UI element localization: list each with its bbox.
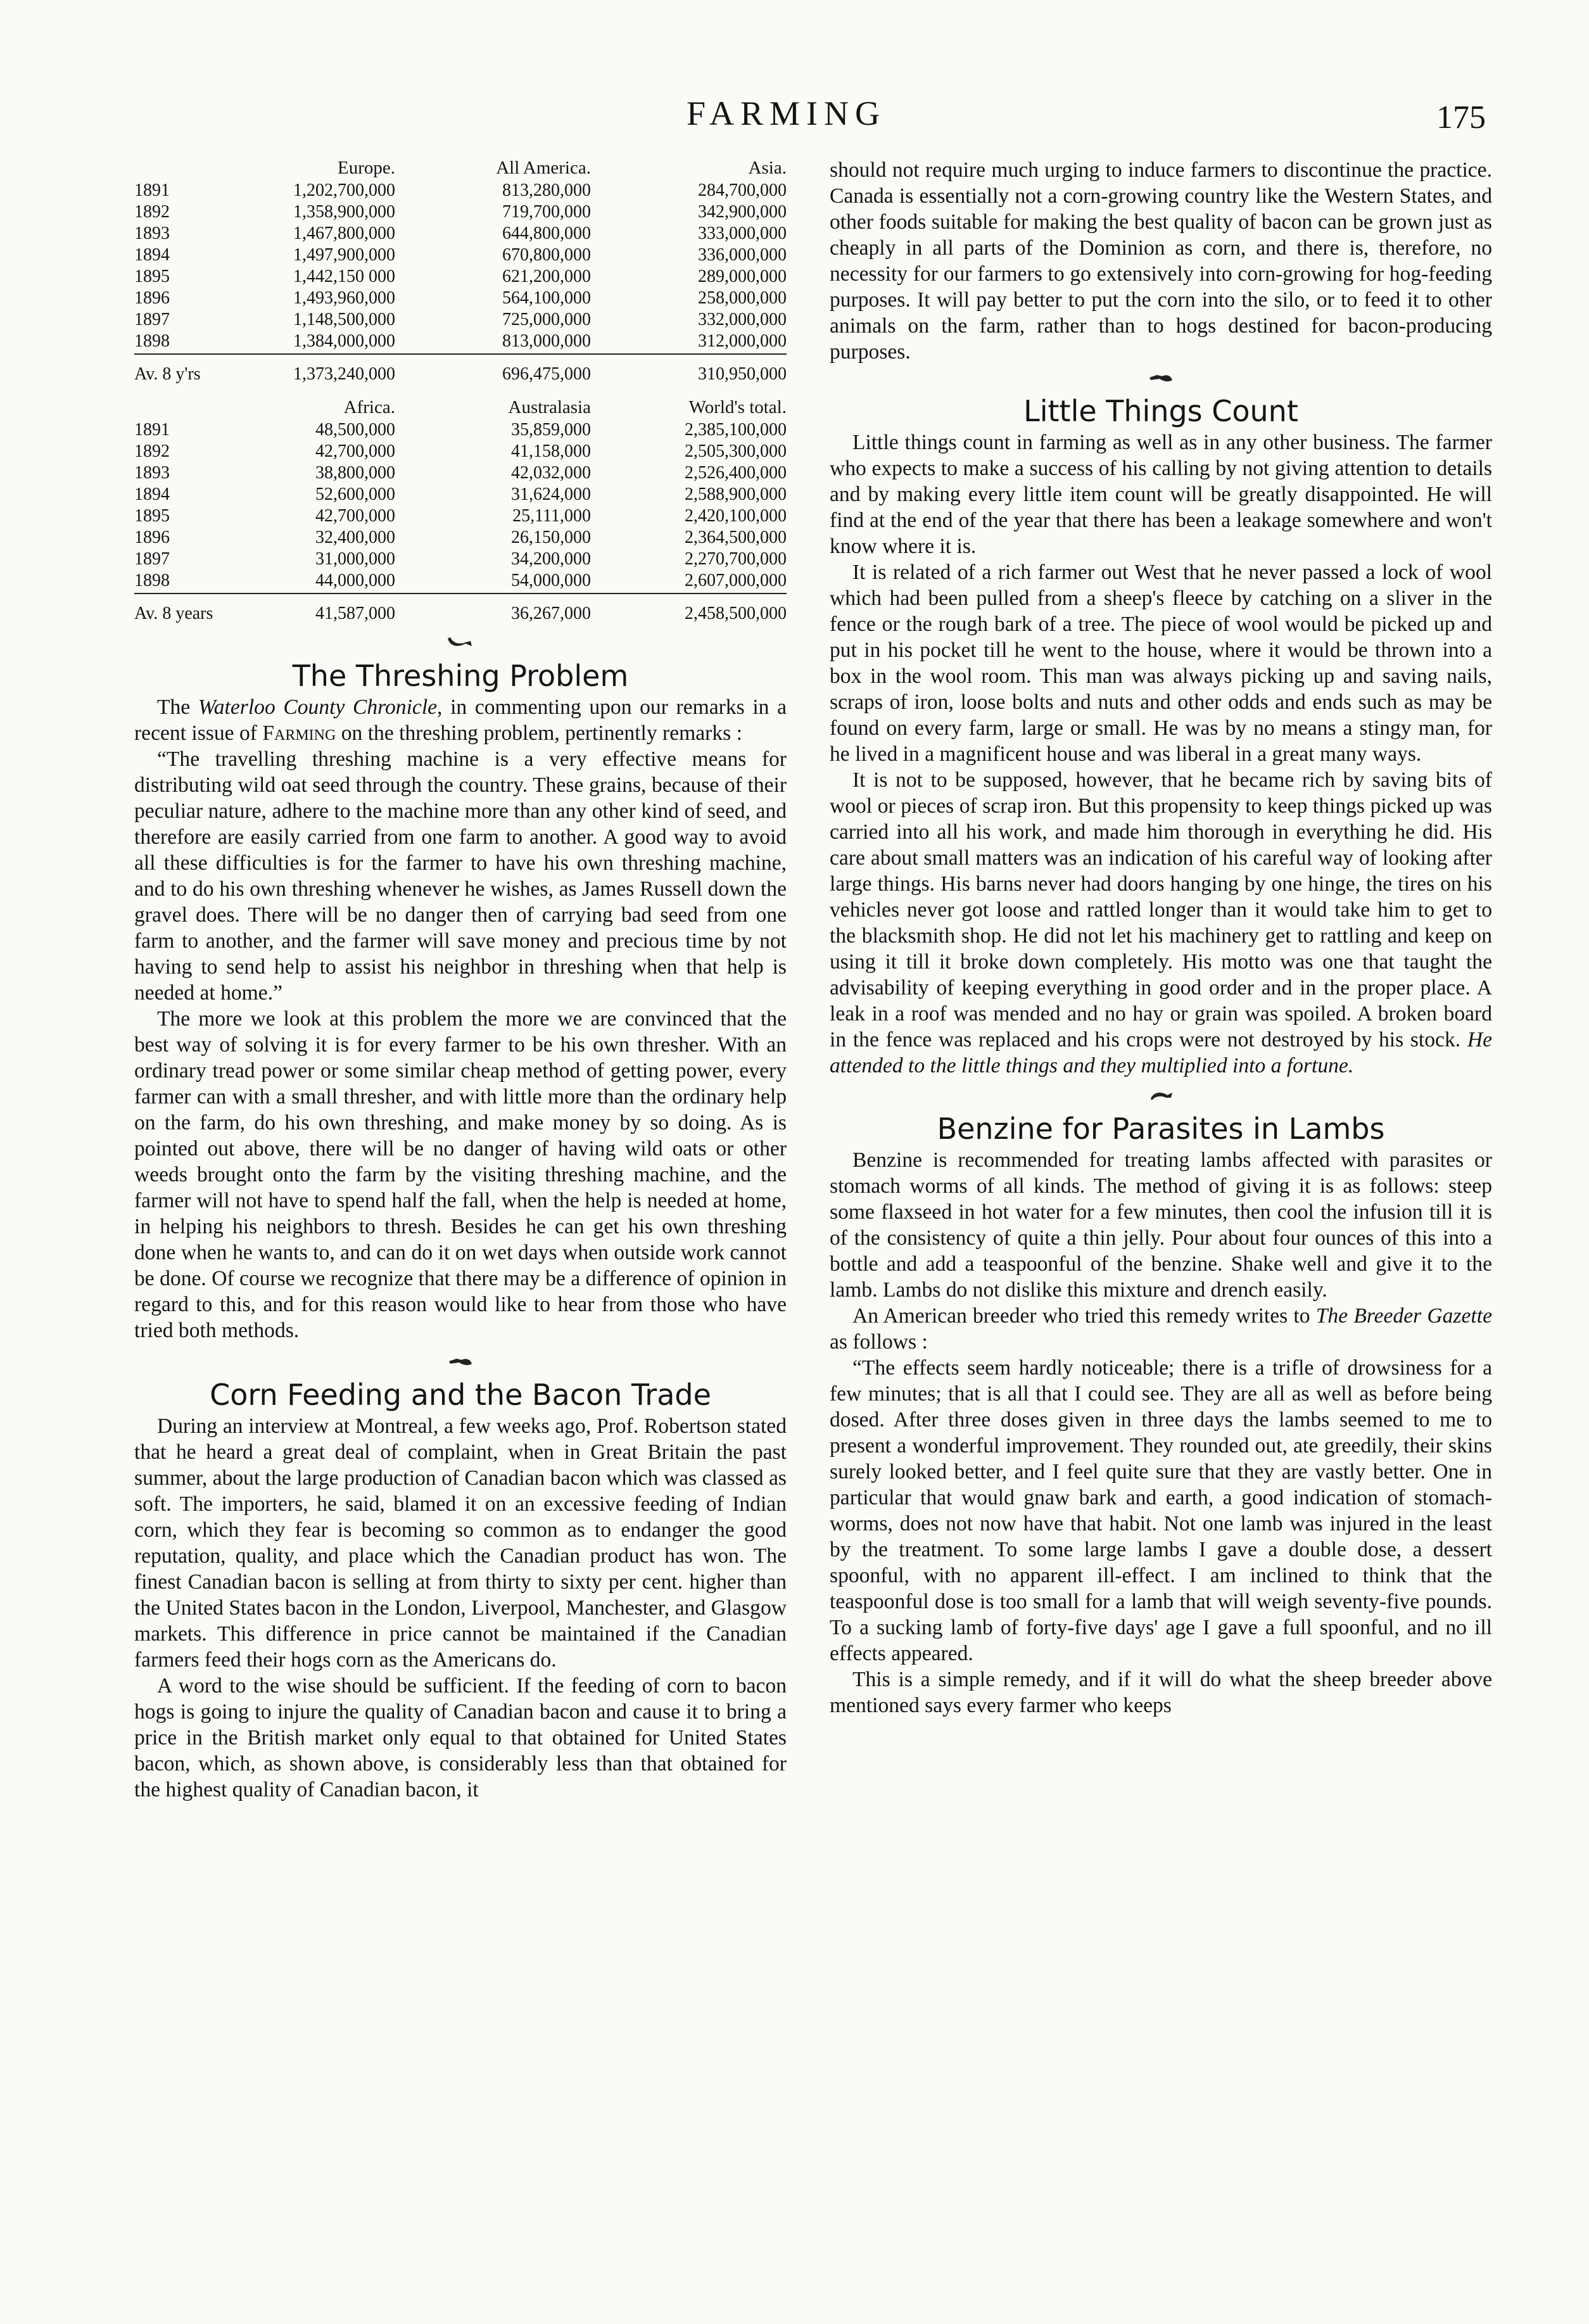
value-cell: 813,280,000 — [502, 181, 591, 200]
value-cell: 32,400,000 — [315, 528, 395, 547]
year-cell: 1897 — [134, 310, 170, 329]
table-row — [134, 570, 787, 592]
value-cell: 2,607,000,000 — [685, 571, 787, 590]
table-header-blank — [134, 157, 229, 180]
value-cell: 1,384,000,000 — [293, 331, 395, 351]
table-row — [134, 266, 787, 288]
value-cell: 1,442,150 000 — [293, 267, 395, 286]
value-cell: 621,200,000 — [502, 267, 591, 286]
column-header: World's total. — [688, 397, 787, 417]
table-row — [134, 419, 787, 441]
journal-title: FARMING — [687, 94, 887, 132]
value-cell: 41,158,000 — [510, 441, 591, 461]
ornament-icon — [446, 1355, 474, 1369]
table-header-row — [134, 157, 787, 180]
value-cell: 1,497,900,000 — [293, 245, 395, 265]
value-cell: 719,700,000 — [502, 202, 591, 222]
value-cell: 564,100,000 — [502, 288, 591, 308]
article-title-little-things: Little Things Count — [1023, 394, 1298, 428]
value-cell: 2,364,500,000 — [685, 528, 787, 547]
value-cell: 1,467,800,000 — [293, 224, 395, 243]
little-paragraph-1: Little things count in farming as well as in any other business. The farmer who expects to make a success of his calling by not giving attention to details and by making every little item count will be greatly disappointed. He will find at the end of the year that there has been a leakage somewhere and won't know where it is. — [830, 431, 1492, 558]
table-row — [134, 505, 787, 527]
average-row — [134, 594, 787, 631]
value-cell: 42,032,000 — [510, 463, 591, 483]
value-cell: 38,800,000 — [315, 463, 395, 483]
value-cell: 25,111,000 — [512, 506, 591, 526]
value-cell: 1,493,960,000 — [293, 288, 395, 308]
value-cell: 31,624,000 — [510, 485, 591, 504]
value-cell: 644,800,000 — [502, 224, 591, 243]
table-row — [134, 462, 787, 484]
value-cell: 42,700,000 — [315, 506, 395, 526]
ornament-icon — [446, 636, 474, 650]
value-cell: 1,202,700,000 — [293, 181, 395, 200]
year-cell: 1893 — [134, 224, 170, 243]
article-title-corn: Corn Feeding and the Bacon Trade — [210, 1378, 711, 1412]
table-header-row — [134, 391, 787, 419]
grain-statistics-table — [134, 157, 787, 631]
benzine-quote: “The effects seem hardly noticeable; there is a trifle of drowsiness for a few minutes; that is all that I could see. They are all as well as before being dosed. After three doses given in three days the lambs seemed to me to present a wonderful improvement. They rounded out, ate greedily, their skins surely looked better, and I feel quite sure that they are vastly better. One in particular that would gnaw bark and earth, a good indication of stomach-worms, does not now have that habit. Not one lamb was injured in the least by the treatment. To some large lambs I gave a double dose, a dessert spoonful, with no apparent ill-effect. I am inclined to think that the teaspoonful dose is too small for a lamb that will weigh seventy-five pounds. To a sucking lamb of forty-five days' age I gave a full spoonful, and no ill effects appeared. — [830, 1356, 1492, 1665]
year-cell: 1898 — [134, 331, 170, 351]
value-cell: 312,000,000 — [698, 331, 787, 351]
table-row — [134, 309, 787, 331]
year-cell: 1895 — [134, 267, 170, 286]
little-paragraph-2: It is related of a rich farmer out West that he never passed a lock of wool which had been pulled from a sheep's fleece by catching on a sliver in the fence or the rough bark of a tree. The piece of wool would be picked up and put in his pocket till he went to the house, where it would be thrown into a box in the wool room. This man was always picking up and saving nails, scraps of iron, loose bolts and nuts and other odds and ends such as may be found on every farm, large or small. He was by no means a stingy man, for he lived in a magnificent house and was liberal in a great many ways. — [830, 561, 1492, 766]
value-cell: 1,358,900,000 — [293, 202, 395, 222]
value-cell: 2,505,300,000 — [685, 441, 787, 461]
year-cell: 1897 — [134, 549, 170, 569]
ornament — [830, 369, 1492, 390]
value-cell: 342,900,000 — [698, 202, 787, 222]
table-row — [134, 244, 787, 266]
year-cell: 1891 — [134, 420, 170, 440]
benzine-paragraph-1: Benzine is recommended for treating lambs affected with parasites or stomach worms of all kinds. The method of giving it is as follows: steep some flaxseed in hot water for a few minutes, then cool the infusion till it is of the consistency of quite a thin jelly. Pour about four ounces of this into a bottle and add a teaspoonful of the benzine. Shake well and give it to the lamb. Lambs do not dislike this mixture and drench easily. — [830, 1148, 1492, 1302]
ornament-icon — [1147, 371, 1175, 385]
year-cell: 1895 — [134, 506, 170, 526]
value-cell: 725,000,000 — [502, 310, 591, 329]
threshing-intro: The Waterloo County Chronicle, in commenting upon our remarks in a recent issue of Farming on the threshing problem, pertinently remarks : — [134, 695, 787, 745]
table-row — [134, 441, 787, 462]
year-cell: 1894 — [134, 485, 170, 504]
column-header: Europe. — [337, 158, 395, 178]
average-value: 41,587,000 — [315, 604, 395, 623]
table-row — [134, 223, 787, 244]
value-cell: 2,420,100,000 — [685, 506, 787, 526]
page-header — [0, 94, 1589, 138]
value-cell: 34,200,000 — [510, 549, 591, 569]
column-header: Asia. — [748, 158, 787, 178]
column-header: Africa. — [343, 397, 395, 417]
column-header: All America. — [496, 158, 591, 178]
value-cell: 52,600,000 — [315, 485, 395, 504]
source-publication: Waterloo County Chronicle, — [198, 695, 443, 719]
page-number: 175 — [1436, 99, 1486, 136]
value-cell: 332,000,000 — [698, 310, 787, 329]
table-row — [134, 331, 787, 352]
year-cell: 1892 — [134, 202, 170, 222]
table-row — [134, 549, 787, 570]
article-title-benzine: Benzine for Parasites in Lambs — [937, 1112, 1385, 1146]
value-cell: 54,000,000 — [510, 571, 591, 590]
column-header: Australasia — [508, 397, 591, 417]
value-cell: 2,385,100,000 — [685, 420, 787, 440]
table-row — [134, 201, 787, 223]
threshing-quote: “The travelling threshing machine is a very effective means for distributing wild oat seed through the country. These grains, because of their peculiar nature, adhere to the machine more than any other kind of seed, and therefore are easily carried from one farm to another. A good way to avoid all these difficulties is for the farmer to have his own threshing machine, and to do his own threshing whenever he wishes, as James Russell down the gravel does. There will be no danger then of carrying bad seed from one farm to another, and the farmer will save money and precious time by not having to send help to assist his neighbor in threshing when that help is needed at home.” — [134, 747, 787, 1005]
year-cell: 1894 — [134, 245, 170, 265]
article-title-threshing: The Threshing Problem — [292, 659, 629, 693]
average-label: Av. 8 years — [134, 604, 213, 623]
corn-paragraph-1: During an interview at Montreal, a few weeks ago, Prof. Robertson stated that he heard a great deal of complaint, when in Great Britain the past summer, about the large production of Canadian bacon which was classed as soft. The importers, he said, blamed it on an excessive feeding of Indian corn, which they fear is becoming so common as to endanger the good reputation, quality, and place which the Canadian product has won. The finest Canadian bacon is selling at from thirty to sixty per cent. higher than the United States bacon in the London, Liverpool, Manchester, and Glasgow markets. This difference in price cannot be maintained if the Canadian farmers feed their hogs corn as the Americans do. — [134, 1414, 787, 1672]
ornament — [134, 633, 787, 655]
ornament-icon — [1147, 1089, 1175, 1103]
threshing-paragraph: The more we look at this problem the more we are convinced that the best way of solving it is for every farmer to be his own thresher. With an ordinary tread power or some similar cheap method of getting power, every farmer can with a small thresher, and with little more than the ordinary help on the farm, do his own threshing, and make money by so doing. As is pointed out above, there will be no danger of having wild oats or other weeds brought onto the farm by the visiting threshing machine, and the farmer will not have to spend half the fall, when the help is needed at home, in helping his neighbors to thresh. Besides he can get his own threshing done when he wants to, and can do it on wet days when outside work cannot be done. Of course we recognize that there may be a difference of opinion in regard to this, and for this reason would like to hear from those who have tried both methods. — [134, 1007, 787, 1342]
table-row — [134, 527, 787, 549]
right-column — [830, 157, 1492, 1718]
value-cell: 336,000,000 — [698, 245, 787, 265]
value-cell: 333,000,000 — [698, 224, 787, 243]
table-row — [134, 288, 787, 309]
average-value: 696,475,000 — [502, 364, 591, 384]
value-cell: 670,800,000 — [502, 245, 591, 265]
italic-conclusion: He attended to the little things and they multiplied into a fortune. — [830, 1028, 1492, 1077]
ornament — [830, 1086, 1492, 1108]
value-cell: 31,000,000 — [315, 549, 395, 569]
corn-continuation: should not require much urging to induce farmers to discontinue the practice. Canada is essentially not a corn-growing country like the Western States, and other foods suitable for making the best quality of bacon can be grown just as cheaply in all parts of the Dominion as corn, and there is, therefore, no necessity for our farmers to go extensively into corn-growing for hog-feeding purposes. It will pay better to put the corn into the silo, or to feed it to other animals on the farm, rather than to hogs destined for bacon-producing purposes. — [830, 158, 1492, 364]
average-value: 310,950,000 — [698, 364, 787, 384]
ornament — [134, 1352, 787, 1374]
benzine-paragraph-2: An American breeder who tried this remedy writes to The Breeder Gazette as follows : — [830, 1304, 1492, 1354]
left-column — [134, 157, 787, 1803]
source-publication: The Breeder Gazette — [1315, 1304, 1492, 1328]
value-cell: 813,000,000 — [502, 331, 591, 351]
value-cell: 44,000,000 — [315, 571, 395, 590]
value-cell: 284,700,000 — [698, 181, 787, 200]
average-value: 36,267,000 — [510, 604, 591, 623]
value-cell: 258,000,000 — [698, 288, 787, 308]
average-value: 1,373,240,000 — [293, 364, 395, 384]
table-header-blank — [134, 391, 229, 419]
value-cell: 2,588,900,000 — [685, 485, 787, 504]
value-cell: 48,500,000 — [315, 420, 395, 440]
year-cell: 1891 — [134, 181, 170, 200]
average-label: Av. 8 y'rs — [134, 364, 201, 384]
value-cell: 2,270,700,000 — [685, 549, 787, 569]
value-cell: 2,526,400,000 — [685, 463, 787, 483]
table-row — [134, 484, 787, 505]
value-cell: 289,000,000 — [698, 267, 787, 286]
little-paragraph-3: It is not to be supposed, however, that he became rich by saving bits of wool or pieces of scrap iron. But this propensity to keep things picked up was carried into all his work, and made him thorough in everything he did. His care about small matters was an indication of his careful way of looking after large things. His barns never had doors hanging by one hinge, the tires on his vehicles never got loose and rattled longer than it would take him to get to the blacksmith shop. He did not let his machinery get to rattling and keep on using it till it broke down completely. His motto was one that taught the advisability of keeping everything in good order and in the proper place. A leak in a roof was mended and no hay or grain was spoiled. A broken board in the fence was replaced and his crops were not destroyed by his stock. He attended to the little things and they multiplied into a fortune. — [830, 768, 1492, 1077]
benzine-paragraph-3: This is a simple remedy, and if it will do what the sheep breeder above mentioned says every farmer who keeps — [830, 1668, 1492, 1717]
year-cell: 1892 — [134, 441, 170, 461]
year-cell: 1893 — [134, 463, 170, 483]
year-cell: 1896 — [134, 288, 170, 308]
table-row — [134, 180, 787, 201]
value-cell: 26,150,000 — [510, 528, 591, 547]
value-cell: 35,859,000 — [510, 420, 591, 440]
year-cell: 1896 — [134, 528, 170, 547]
year-cell: 1898 — [134, 571, 170, 590]
average-row — [134, 354, 787, 391]
corn-paragraph-2: A word to the wise should be sufficient. If the feeding of corn to bacon hogs is going to injure the quality of Canadian bacon and cause it to bring a price in the British market only equal to that obtained for United States bacon, which, as shown above, is considerably less than that obtained for the highest quality of Canadian bacon, it — [134, 1674, 787, 1801]
value-cell: 42,700,000 — [315, 441, 395, 461]
journal-reference: Farming — [262, 721, 336, 745]
value-cell: 1,148,500,000 — [293, 310, 395, 329]
average-value: 2,458,500,000 — [685, 604, 787, 623]
